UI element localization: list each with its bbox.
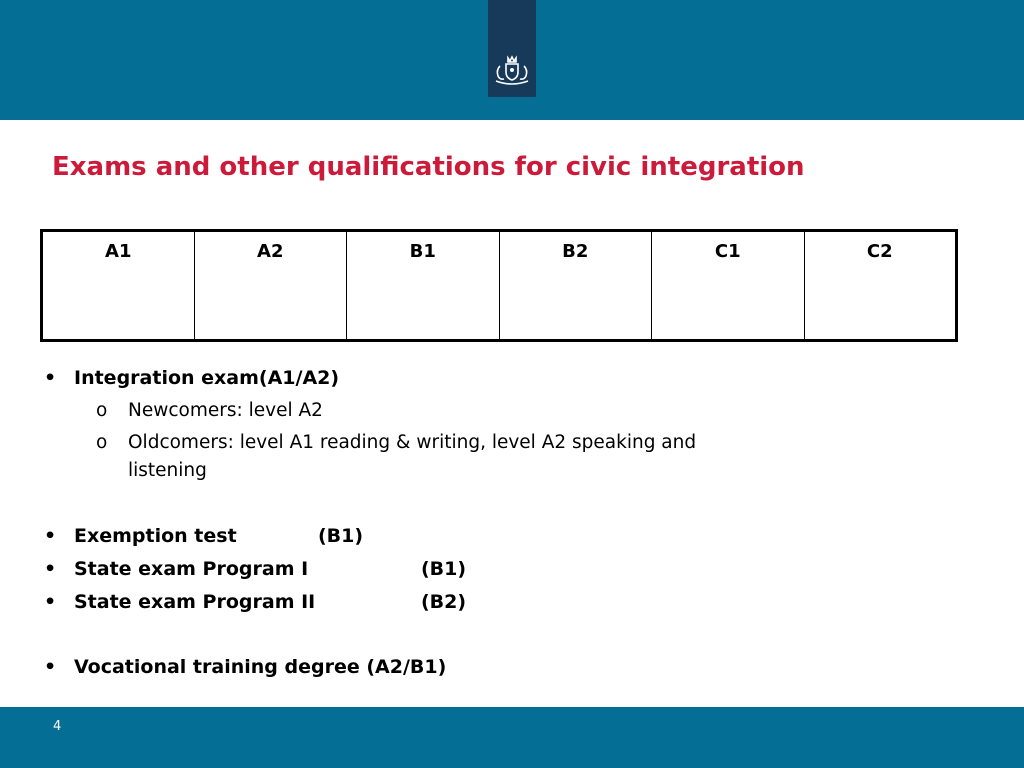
bullet-marker: • [44,558,57,580]
table-cell-a2: A2 [194,231,347,341]
sub-bullet-text: Oldcomers: level A1 reading & writing, level A2 speaking and [128,432,697,453]
footer-bar [0,707,1024,768]
bullet-marker: • [44,525,57,547]
slide-title: Exams and other qualifications for civic integration [52,152,805,182]
bullet-level: (B2) [421,591,467,613]
bullet-level: (B1) [318,525,364,547]
bullet-level: (B1) [421,558,467,580]
bullet-label: State exam Program I [74,558,309,580]
government-logo [488,0,536,97]
sub-bullet-marker: o [96,432,108,453]
bullet-marker: • [44,656,57,678]
table-cell-b1: B1 [347,231,500,341]
bullet-label: State exam Program II [74,591,316,613]
header-bar [0,0,1024,120]
sub-bullet-text: Newcomers: level A2 [128,400,323,421]
table-cell-a1: A1 [42,231,195,341]
table-row [42,231,957,341]
sub-bullet-marker: o [96,400,108,421]
table-cell-c1: C1 [652,231,805,341]
bullet-label: Integration exam(A1/A2) [74,367,340,389]
table-cell-b2: B2 [499,231,652,341]
language-levels-table [40,229,958,342]
bullet-label: Vocational training degree (A2/B1) [74,656,447,678]
bullet-marker: • [44,367,57,389]
table-cell-c2: C2 [804,231,957,341]
bullet-label: Exemption test [74,525,237,547]
bullet-marker: • [44,591,57,613]
page-number: 4 [53,719,62,734]
sub-bullet-text: listening [128,460,207,481]
royal-coat-of-arms-icon [490,50,534,88]
